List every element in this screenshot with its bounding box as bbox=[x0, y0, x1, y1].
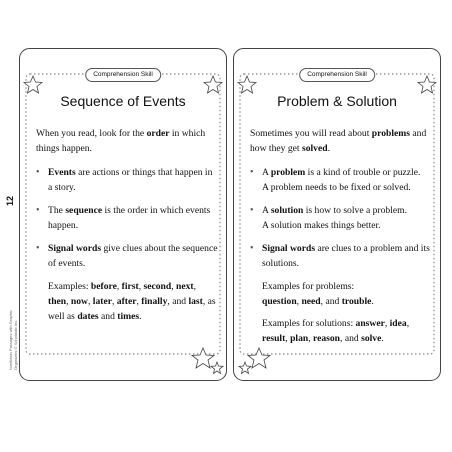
examples-text: Examples: before, first, second, next, then, now, later, after, finally, and last, as well as dates and times. bbox=[48, 281, 216, 322]
bullet-icon: • bbox=[250, 167, 254, 178]
sequence-of-events-card bbox=[19, 48, 227, 381]
intro-paragraph: When you read, look for the order in which things happen. bbox=[36, 128, 206, 154]
comprehension-skill-badge: Comprehension Skill bbox=[85, 68, 161, 82]
card-title: Problem & Solution bbox=[277, 93, 397, 109]
intro-paragraph: Sometimes you will read about problems and how they get solved. bbox=[250, 128, 427, 154]
bullet-icon: • bbox=[36, 243, 40, 254]
card-content bbox=[36, 126, 218, 331]
list-item: • Signal words give clues about the sequence of events. bbox=[36, 243, 218, 269]
list-item: • A problem is a kind of trouble or puzzle. A problem needs to be fixed or solved. bbox=[250, 167, 421, 193]
bullet-icon: • bbox=[250, 243, 254, 254]
problem-examples-text: Examples for problems: question, need, and trouble. bbox=[262, 281, 374, 307]
list-item: • Events are actions or things that happen in a story. bbox=[36, 167, 213, 193]
page-number: 12 bbox=[5, 196, 15, 207]
bullet-icon: • bbox=[250, 205, 254, 216]
list-item: • The sequence is the order in which events happen. bbox=[36, 205, 211, 231]
list-item: • A solution is how to solve a problem. A solution makes things better. bbox=[250, 205, 407, 231]
bullet-icon: • bbox=[36, 167, 40, 178]
publisher-credit: Nonfiction Passages with Graphic Organizers © Scholastic Inc. bbox=[8, 310, 18, 370]
bullet-icon: • bbox=[36, 205, 40, 216]
problem-and-solution-card bbox=[233, 48, 441, 381]
comprehension-skill-badge: Comprehension Skill bbox=[299, 68, 375, 82]
card-title: Sequence of Events bbox=[60, 93, 186, 109]
list-item: • Signal words are clues to a problem and its solutions. bbox=[250, 243, 430, 269]
card-content bbox=[250, 126, 432, 353]
solution-examples-text: Examples for solutions: answer, idea, result, plan, reason, and solve. bbox=[262, 318, 410, 344]
